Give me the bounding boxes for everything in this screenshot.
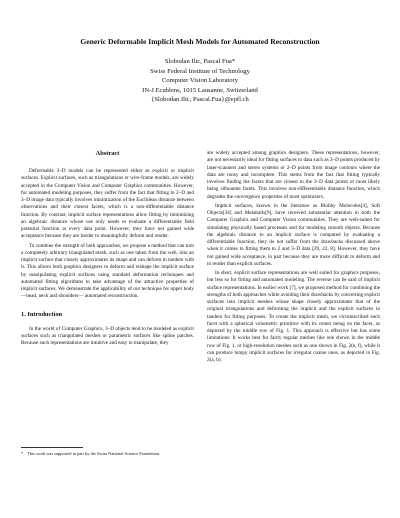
- affiliation-line-2: Computer Vision Laboratory: [161, 77, 239, 85]
- affiliation-line-3: IN-J Ecublens, 1015 Lausanne, Switzerland: [142, 86, 258, 94]
- introduction-heading: 1. Introduction: [21, 310, 63, 318]
- introduction-paragraph-1: In the world of Computer Graphics, 3–D objects tend to be modeled as explicit surfaces such as triangulated meshes or parametric surfaces like spline patches. Because such representations are intuitive and easy to manipulate, they: [21, 325, 194, 346]
- abstract-heading: Abstract: [95, 150, 120, 157]
- author-emails: {Slobodan.Ilic, Pascal.Fua}@epfl.ch: [151, 96, 249, 104]
- right-paragraph-3: In short, explicit surface representations are well suited for graphics purposes, but less so for fitting and automated modeling. The reverse can be said of implicit surface representations. In earlier work [7], we proposed method for combining the strengths of both approaches while avoiding their drawbacks by converting explicit surfaces into implicit meshes whose shape closely approximates that of the original triangulations and deforming the implicit and the explicit surfaces in tandem for fitting purposes. To create the implicit mesh, we circumscribed each facet with a spherical volumetric primitive with its center being on the facet, as depicted by the middle row of Fig. 1. This approach is effective but has some limitations: It works best for fairly regular meshes like one shown in the middle row of Fig. 1, or high-resolution meshes such as one shown in Fig. 2(e, f), while it can produce lumpy implicit surfaces for irregular coarse ones, as depicted in Fig. 2(a, b).: [207, 270, 380, 363]
- footnote-divider: [21, 447, 83, 448]
- abstract-paragraph-2: To combine the strength of both approaches, we propose a method that can turn a completely arbitrary triangulated mesh, such as one taken from the web, into an implicit surface that closely approximates its shape and can deform in tandem with it. This allows both graphics designers to deform and reshape the implicit surface by manipulating explicit surfaces using standard deformation techniques and automated fitting algorithms to take advantage of the attractive properties of implicit surfaces. We demonstrate the applicability of our technique for upper body—head, neck and shoulders— automated reconstruction.: [21, 242, 195, 300]
- right-column: [207, 150, 380, 364]
- author-names: Slobodan Ilic, Pascal Fua*: [164, 58, 236, 65]
- footnote-text: This work was supported in part by the Swiss National Science Foundation.: [27, 451, 161, 456]
- right-paragraph-2: Implicit surfaces, known in the literature as Blobby Molecules[4], Soft Objects[34] and Metaballs[9], have received substantial attention in both the Computer Graphics and Computer Vision communities. They are well-suited for simulating physically based processes and for modeling smooth objects. Because the algebraic distance to an implicit surface is computed by evaluating a differentiable function, they do not suffer from the drawbacks discussed above when it comes to fitting them to 2 and 3–D data [29, 22, 8]. However, they have not gained wide acceptance, in part because they are more difficult to deform and to render than explicit surfaces.: [207, 202, 380, 267]
- footnote-mark: *: [21, 451, 24, 456]
- paper-title: Generic Deformable Implicit Mesh Models for Automated Reconstruction: [80, 37, 320, 46]
- abstract-paragraph-1: Deformable 3–D models can be represented either as explicit or implicit surfaces. Explicit surfaces, such as triangulations or wire-frame models, are widely accepted in the Computer Vision and Computer Graphics communities. However, for automated modeling purposes, they suffer from the fact that fitting to 2–D and 3–D image data typically involves minimization of the Euclidean distance between observations and their closest facets, which is a non-differentiable distance function. By contrast, implicit surface representations allow fitting by minimizing an algebraic distance whose use only needs to evaluate a differentiable field potential function at every data point. However, they have not gained wide acceptance because they are harder to meaningfully deform and render.: [21, 168, 194, 240]
- affiliation-line-1: Swiss Federal Institute of Technology: [150, 67, 250, 75]
- left-column: [21, 150, 194, 347]
- footnote: [21, 451, 194, 457]
- author-block: [20, 57, 380, 105]
- right-paragraph-1: are widely accepted among graphics designers. These representations, however, are not necessarily ideal for fitting surfaces to data such as 3–D points produced by laser-scanners and stereo systems or 2–D points from image contours where the data are noisy and incomplete. This stems from the fact that fitting typically involves finding the facets that are closest to the 3–D data points or most likely being silhouette facets. This involves non-differentiable distance function, which degrades the convergence properties of most optimizers.: [207, 150, 380, 200]
